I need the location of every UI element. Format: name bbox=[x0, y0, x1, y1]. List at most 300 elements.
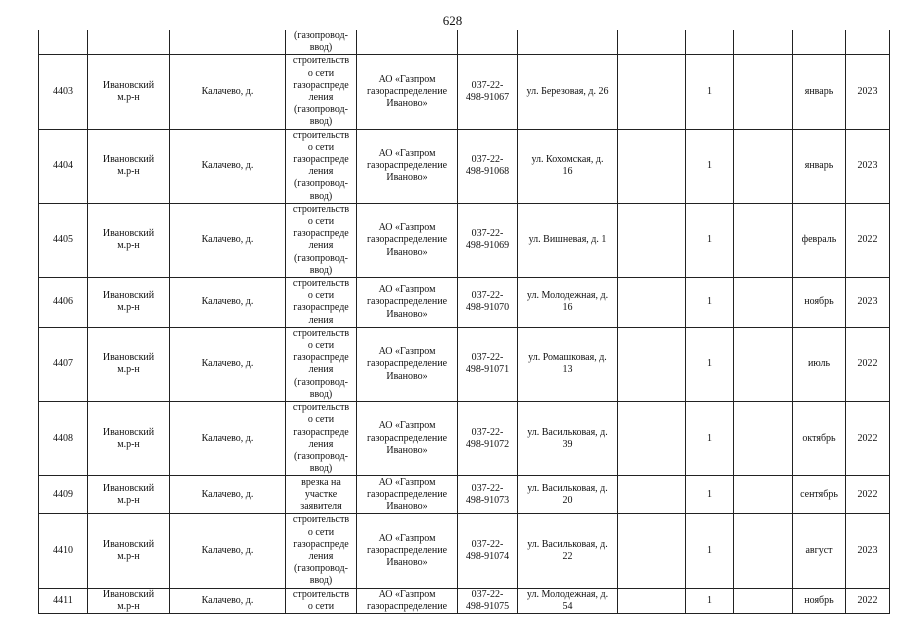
cell-text: Калачево, д. bbox=[201, 488, 254, 500]
cell-code bbox=[458, 588, 518, 613]
cell-text: 2022 bbox=[857, 432, 878, 444]
cell-month bbox=[793, 514, 846, 588]
cell-line: АО «Газпром bbox=[378, 532, 436, 544]
cell-work bbox=[286, 476, 357, 514]
cell-address bbox=[518, 402, 618, 476]
cell-blank bbox=[734, 203, 793, 277]
cell-line: 037-22- bbox=[471, 79, 504, 91]
cell-blank bbox=[618, 55, 686, 129]
cell-line: ул. Молодежная, д. bbox=[526, 290, 609, 302]
cell-line: 13 bbox=[562, 364, 573, 376]
table-row bbox=[39, 476, 890, 514]
cell-year bbox=[846, 55, 890, 129]
cell-line: м.р-н bbox=[117, 92, 140, 104]
cell-org bbox=[357, 30, 458, 55]
cell-line: о сети bbox=[307, 600, 335, 612]
cell-line: газораспределение bbox=[366, 160, 448, 172]
cell-line: (газопровод- bbox=[294, 178, 348, 190]
cell-line: 037-22- bbox=[471, 154, 504, 166]
cell-work bbox=[286, 30, 357, 55]
cell-line: о сети bbox=[307, 216, 335, 228]
cell-settlement bbox=[170, 203, 286, 277]
cell-text: 2023 bbox=[857, 544, 878, 556]
cell-settlement bbox=[170, 514, 286, 588]
cell-year bbox=[846, 203, 890, 277]
cell-year bbox=[846, 327, 890, 401]
cell-district bbox=[88, 278, 170, 328]
cell-line: газораспределение bbox=[366, 544, 448, 556]
cell-text: январь bbox=[804, 160, 834, 172]
cell-text: Калачево, д. bbox=[201, 358, 254, 370]
cell-district bbox=[88, 55, 170, 129]
cell-line: Ивановский bbox=[102, 482, 155, 494]
cell-line: Ивановский bbox=[102, 538, 155, 550]
cell-year bbox=[846, 278, 890, 328]
cell-line: м.р-н bbox=[117, 240, 140, 252]
cell-line: газораспределение bbox=[366, 296, 448, 308]
cell-code bbox=[458, 476, 518, 514]
cell-line: газораспределение bbox=[366, 234, 448, 246]
cell-text: 2022 bbox=[857, 488, 878, 500]
cell-text: 2023 bbox=[857, 85, 878, 97]
cell-blank bbox=[618, 402, 686, 476]
cell-settlement bbox=[170, 327, 286, 401]
cell-line: строительств bbox=[292, 129, 350, 141]
cell-code bbox=[458, 129, 518, 203]
cell-code bbox=[458, 30, 518, 55]
cell-num bbox=[39, 514, 88, 588]
cell-line: строительств bbox=[292, 402, 350, 414]
cell-text: Калачево, д. bbox=[201, 160, 254, 172]
cell-address bbox=[518, 30, 618, 55]
cell-blank bbox=[734, 129, 793, 203]
cell-line: ул. Березовая, д. 26 bbox=[526, 85, 609, 97]
cell-settlement bbox=[170, 55, 286, 129]
cell-count bbox=[686, 402, 734, 476]
cell-num bbox=[39, 278, 88, 328]
cell-text: 1 bbox=[707, 544, 712, 556]
cell-num bbox=[39, 129, 88, 203]
cell-text: январь bbox=[804, 85, 834, 97]
cell-num bbox=[39, 402, 88, 476]
cell-line: 037-22- bbox=[471, 588, 504, 600]
cell-blank bbox=[618, 588, 686, 613]
cell-line: врезка на bbox=[301, 476, 341, 488]
cell-district bbox=[88, 327, 170, 401]
cell-line: ления bbox=[308, 364, 334, 376]
cell-text: 4405 bbox=[53, 234, 73, 246]
cell-count bbox=[686, 203, 734, 277]
cell-line: (газопровод- bbox=[294, 563, 348, 575]
cell-text: 2023 bbox=[857, 296, 878, 308]
cell-text: 4406 bbox=[53, 296, 73, 308]
cell-text: Калачево, д. bbox=[201, 544, 254, 556]
cell-count bbox=[686, 476, 734, 514]
cell-code bbox=[458, 514, 518, 588]
cell-code bbox=[458, 402, 518, 476]
cell-district bbox=[88, 203, 170, 277]
cell-text: 1 bbox=[707, 488, 712, 500]
cell-text: 1 bbox=[707, 432, 712, 444]
cell-text: 4411 bbox=[53, 594, 73, 606]
cell-address bbox=[518, 129, 618, 203]
cell-line: 498-91072 bbox=[465, 438, 510, 450]
cell-text: Калачево, д. bbox=[201, 432, 254, 444]
cell-address bbox=[518, 203, 618, 277]
table-row bbox=[39, 278, 890, 328]
cell-org bbox=[357, 278, 458, 328]
cell-text: 1 bbox=[707, 594, 712, 606]
cell-line: ул. Молодежная, д. bbox=[526, 588, 609, 600]
cell-count bbox=[686, 327, 734, 401]
cell-line: м.р-н bbox=[117, 550, 140, 562]
cell-code bbox=[458, 327, 518, 401]
cell-blank bbox=[618, 476, 686, 514]
cell-line: АО «Газпром bbox=[378, 588, 436, 600]
cell-line: (газопровод- bbox=[294, 376, 348, 388]
cell-address bbox=[518, 327, 618, 401]
cell-line: ввод) bbox=[309, 190, 333, 202]
cell-line: м.р-н bbox=[117, 364, 140, 376]
cell-line: ввод) bbox=[309, 116, 333, 128]
cell-line: ления bbox=[308, 92, 334, 104]
cell-org bbox=[357, 55, 458, 129]
cell-text: октябрь bbox=[802, 432, 836, 444]
cell-address bbox=[518, 55, 618, 129]
cell-line: 16 bbox=[562, 166, 573, 178]
cell-code bbox=[458, 278, 518, 328]
cell-line: строительств bbox=[292, 55, 350, 67]
cell-line: газораспределение bbox=[366, 85, 448, 97]
cell-org bbox=[357, 514, 458, 588]
cell-line: Иваново» bbox=[386, 557, 428, 569]
cell-line: газораспреде bbox=[293, 426, 349, 438]
cell-year bbox=[846, 514, 890, 588]
cell-line: Ивановский bbox=[102, 154, 155, 166]
cell-num bbox=[39, 203, 88, 277]
cell-blank bbox=[618, 30, 686, 55]
cell-line: АО «Газпром bbox=[378, 147, 436, 159]
cell-text: 4403 bbox=[53, 85, 73, 97]
cell-district bbox=[88, 476, 170, 514]
cell-blank bbox=[618, 129, 686, 203]
cell-line: ввод) bbox=[309, 575, 333, 587]
cell-district bbox=[88, 588, 170, 613]
cell-month bbox=[793, 55, 846, 129]
cell-text: Калачево, д. bbox=[201, 594, 254, 606]
cell-blank bbox=[618, 327, 686, 401]
cell-line: Ивановский bbox=[102, 426, 155, 438]
cell-line: ления bbox=[308, 314, 334, 326]
cell-month bbox=[793, 203, 846, 277]
cell-line: Иваново» bbox=[386, 500, 428, 512]
cell-line: газораспреде bbox=[293, 538, 349, 550]
cell-line: АО «Газпром bbox=[378, 73, 436, 85]
cell-line: о сети bbox=[307, 340, 335, 352]
cell-year bbox=[846, 476, 890, 514]
cell-line: ввод) bbox=[309, 388, 333, 400]
registry-table bbox=[38, 30, 890, 614]
cell-line: АО «Газпром bbox=[378, 284, 436, 296]
cell-org bbox=[357, 402, 458, 476]
cell-year bbox=[846, 30, 890, 55]
cell-blank bbox=[618, 203, 686, 277]
cell-text: 4408 bbox=[53, 432, 73, 444]
table-row bbox=[39, 588, 890, 613]
cell-text: 2022 bbox=[857, 234, 878, 246]
cell-work bbox=[286, 402, 357, 476]
cell-month bbox=[793, 129, 846, 203]
cell-code bbox=[458, 55, 518, 129]
cell-blank bbox=[618, 514, 686, 588]
cell-settlement bbox=[170, 129, 286, 203]
cell-line: участке bbox=[304, 488, 338, 500]
cell-line: ул. Вишневая, д. 1 bbox=[528, 234, 607, 246]
cell-line: ления bbox=[308, 166, 334, 178]
cell-org bbox=[357, 203, 458, 277]
cell-line: ввод) bbox=[309, 42, 333, 54]
cell-district bbox=[88, 30, 170, 55]
cell-line: м.р-н bbox=[117, 438, 140, 450]
cell-org bbox=[357, 476, 458, 514]
cell-line: 498-91067 bbox=[465, 92, 510, 104]
cell-line: строительств bbox=[292, 327, 350, 339]
cell-num bbox=[39, 327, 88, 401]
cell-month bbox=[793, 476, 846, 514]
cell-blank bbox=[734, 278, 793, 328]
cell-num bbox=[39, 55, 88, 129]
cell-line: 22 bbox=[562, 550, 573, 562]
cell-org bbox=[357, 588, 458, 613]
cell-line: м.р-н bbox=[117, 166, 140, 178]
cell-line: строительств bbox=[292, 278, 350, 290]
cell-month bbox=[793, 327, 846, 401]
cell-line: газораспределение bbox=[366, 488, 448, 500]
cell-line: 498-91068 bbox=[465, 166, 510, 178]
cell-line: строительств bbox=[292, 514, 350, 526]
cell-line: строительств bbox=[292, 203, 350, 215]
cell-text: сентябрь bbox=[800, 488, 838, 500]
cell-line: ления bbox=[308, 438, 334, 450]
cell-settlement bbox=[170, 30, 286, 55]
cell-text: Калачево, д. bbox=[201, 296, 254, 308]
cell-settlement bbox=[170, 588, 286, 613]
cell-blank bbox=[686, 30, 734, 55]
cell-org bbox=[357, 129, 458, 203]
cell-settlement bbox=[170, 402, 286, 476]
cell-line: ввод) bbox=[309, 264, 333, 276]
cell-org bbox=[357, 327, 458, 401]
cell-line: 16 bbox=[562, 302, 573, 314]
cell-line: газораспреде bbox=[293, 302, 349, 314]
cell-address bbox=[518, 278, 618, 328]
cell-line: газораспреде bbox=[293, 154, 349, 166]
cell-line: (газопровод- bbox=[294, 30, 348, 41]
cell-line: строительств bbox=[292, 588, 350, 600]
cell-line: ул. Кохомская, д. bbox=[531, 154, 604, 166]
cell-line: 037-22- bbox=[471, 426, 504, 438]
cell-work bbox=[286, 129, 357, 203]
cell-blank bbox=[734, 30, 793, 55]
cell-line: газораспреде bbox=[293, 228, 349, 240]
table-row-partial bbox=[39, 30, 890, 55]
table-row bbox=[39, 514, 890, 588]
cell-line: 498-91070 bbox=[465, 302, 510, 314]
cell-work bbox=[286, 203, 357, 277]
cell-line: Ивановский bbox=[102, 588, 155, 600]
cell-count bbox=[686, 129, 734, 203]
cell-line: 037-22- bbox=[471, 352, 504, 364]
cell-text: ноябрь bbox=[804, 296, 834, 308]
cell-text: 1 bbox=[707, 160, 712, 172]
cell-line: Ивановский bbox=[102, 228, 155, 240]
cell-num bbox=[39, 588, 88, 613]
cell-line: Иваново» bbox=[386, 370, 428, 382]
cell-blank bbox=[734, 402, 793, 476]
cell-line: ввод) bbox=[309, 463, 333, 475]
cell-work bbox=[286, 55, 357, 129]
cell-line: о сети bbox=[307, 414, 335, 426]
cell-line: ул. Васильковая, д. bbox=[527, 482, 608, 494]
cell-line: 20 bbox=[562, 494, 573, 506]
cell-month bbox=[793, 402, 846, 476]
cell-line: ления bbox=[308, 550, 334, 562]
cell-blank bbox=[734, 588, 793, 613]
cell-text: 1 bbox=[707, 296, 712, 308]
cell-text: 4407 bbox=[53, 358, 73, 370]
cell-num bbox=[39, 30, 88, 55]
cell-blank bbox=[618, 278, 686, 328]
cell-line: (газопровод- bbox=[294, 450, 348, 462]
cell-text: 1 bbox=[707, 85, 712, 97]
cell-line: 498-91075 bbox=[465, 600, 510, 612]
cell-line: 037-22- bbox=[471, 228, 504, 240]
cell-line: ул. Васильковая, д. bbox=[527, 426, 608, 438]
cell-text: 2022 bbox=[857, 594, 878, 606]
table-row bbox=[39, 327, 890, 401]
cell-text: 4409 bbox=[53, 488, 73, 500]
cell-line: м.р-н bbox=[117, 600, 140, 612]
cell-line: ул. Васильковая, д. bbox=[527, 538, 608, 550]
cell-month bbox=[793, 30, 846, 55]
cell-line: о сети bbox=[307, 290, 335, 302]
cell-district bbox=[88, 514, 170, 588]
cell-line: Ивановский bbox=[102, 352, 155, 364]
cell-work bbox=[286, 278, 357, 328]
cell-line: Иваново» bbox=[386, 444, 428, 456]
cell-line: Иваново» bbox=[386, 308, 428, 320]
page-number: 628 bbox=[442, 13, 463, 28]
cell-address bbox=[518, 514, 618, 588]
cell-line: газораспределение bbox=[366, 600, 448, 612]
cell-blank bbox=[734, 476, 793, 514]
cell-year bbox=[846, 129, 890, 203]
cell-count bbox=[686, 514, 734, 588]
cell-settlement bbox=[170, 278, 286, 328]
cell-blank bbox=[734, 55, 793, 129]
table-row bbox=[39, 129, 890, 203]
cell-line: Иваново» bbox=[386, 172, 428, 184]
cell-line: о сети bbox=[307, 526, 335, 538]
cell-line: Иваново» bbox=[386, 246, 428, 258]
cell-line: (газопровод- bbox=[294, 252, 348, 264]
cell-text: 4404 bbox=[53, 160, 73, 172]
cell-work bbox=[286, 588, 357, 613]
cell-line: (газопровод- bbox=[294, 104, 348, 116]
cell-line: о сети bbox=[307, 67, 335, 79]
cell-count bbox=[686, 588, 734, 613]
cell-text: август bbox=[805, 544, 833, 556]
cell-line: 037-22- bbox=[471, 482, 504, 494]
cell-line: 498-91073 bbox=[465, 494, 510, 506]
cell-text: 4410 bbox=[53, 544, 73, 556]
table-row bbox=[39, 402, 890, 476]
cell-line: 037-22- bbox=[471, 290, 504, 302]
cell-text: ноябрь bbox=[804, 594, 834, 606]
cell-line: газораспреде bbox=[293, 352, 349, 364]
cell-year bbox=[846, 588, 890, 613]
cell-line: Иваново» bbox=[386, 98, 428, 110]
cell-text: 1 bbox=[707, 358, 712, 370]
cell-count bbox=[686, 55, 734, 129]
cell-line: АО «Газпром bbox=[378, 222, 436, 234]
cell-text: 2023 bbox=[857, 160, 878, 172]
cell-year bbox=[846, 402, 890, 476]
cell-line: 498-91071 bbox=[465, 364, 510, 376]
cell-blank bbox=[734, 514, 793, 588]
table-row bbox=[39, 203, 890, 277]
cell-line: о сети bbox=[307, 141, 335, 153]
cell-line: м.р-н bbox=[117, 494, 140, 506]
cell-blank bbox=[734, 327, 793, 401]
cell-address bbox=[518, 588, 618, 613]
cell-work bbox=[286, 327, 357, 401]
cell-district bbox=[88, 402, 170, 476]
cell-text: 1 bbox=[707, 234, 712, 246]
cell-text: июль bbox=[807, 358, 831, 370]
cell-line: Ивановский bbox=[102, 290, 155, 302]
cell-line: 54 bbox=[562, 600, 573, 612]
cell-line: Ивановский bbox=[102, 79, 155, 91]
cell-num bbox=[39, 476, 88, 514]
cell-line: газораспределение bbox=[366, 358, 448, 370]
cell-address bbox=[518, 476, 618, 514]
cell-text: 2022 bbox=[857, 358, 878, 370]
cell-line: м.р-н bbox=[117, 302, 140, 314]
cell-text: Калачево, д. bbox=[201, 85, 254, 97]
cell-month bbox=[793, 588, 846, 613]
cell-line: 498-91069 bbox=[465, 240, 510, 252]
table-row bbox=[39, 55, 890, 129]
cell-line: ул. Ромашковая, д. bbox=[528, 352, 607, 364]
cell-month bbox=[793, 278, 846, 328]
cell-settlement bbox=[170, 476, 286, 514]
cell-line: ления bbox=[308, 240, 334, 252]
cell-line: заявителя bbox=[300, 500, 342, 512]
cell-line: 037-22- bbox=[471, 538, 504, 550]
cell-work bbox=[286, 514, 357, 588]
cell-line: газораспреде bbox=[293, 79, 349, 91]
cell-line: 39 bbox=[562, 438, 573, 450]
cell-code bbox=[458, 203, 518, 277]
cell-line: АО «Газпром bbox=[378, 420, 436, 432]
cell-line: АО «Газпром bbox=[378, 476, 436, 488]
cell-count bbox=[686, 278, 734, 328]
cell-text: февраль bbox=[801, 234, 837, 246]
cell-line: газораспределение bbox=[366, 432, 448, 444]
cell-line: 498-91074 bbox=[465, 550, 510, 562]
cell-text: Калачево, д. bbox=[201, 234, 254, 246]
